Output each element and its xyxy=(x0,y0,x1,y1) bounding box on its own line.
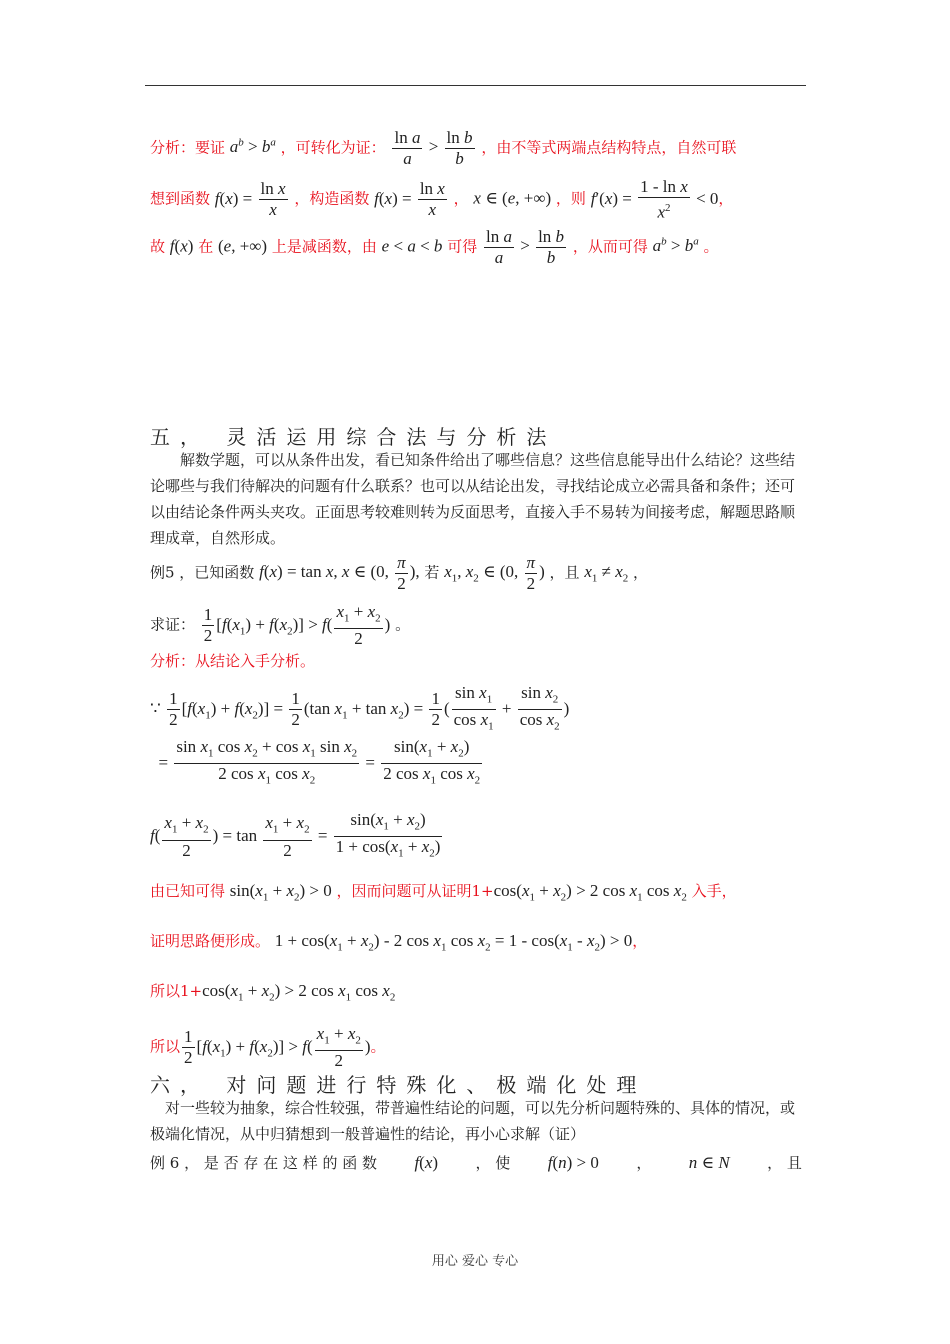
analysis-line-2: 想到函数 f(x) = $\frac{\text{ln x}}{x}$ ，构造函数 f(x) = $\frac{\text{ln x}}{x}$ ， x ∈ (e, +∞) ，则 f′(x) = $\frac{\text{1 - ln x}}{x^2}$ < 0， xyxy=(150,177,734,222)
analysis-line-1: 分析：要证 $a^b > b^a$ ，可转化为证： $\frac{\text{ln a}}{a}$ > $\frac{\text{ln b}}{b}$ ，由不等式两端点结构特点，自然可联 xyxy=(150,128,737,168)
equation-2: = $\frac{\sin x_1 \cos x_2 + \cos x_1 \sin x_2}{2 \cos x_1 \cos x_2}$ = $\frac{\sin(x_1 + x_2)}{2 \cos x_1 \cos x_2}$ xyxy=(150,737,481,787)
section-6-paragraph: 对一些较为抽象，综合性较强，带普遍性结论的问题，可以先分析问题特殊的、具体的情况，或极端化情况，从中归猜想到一般普遍性的结论，再小心求解（证） xyxy=(150,1099,796,1143)
so-line-2: 所以 $\frac{1}{2}$ $[f(x_1) + f(x_2)] > f$( $\frac{x_1 + x_2}{2}$ )。 xyxy=(150,1024,386,1071)
page-footer: 用心 爱心 专心 xyxy=(431,1254,519,1269)
equation-1: ∵ $\frac{1}{2}$ $[f(x_1) + f(x_2)]$ = $\frac{1}{2}$ (tan $x_1 + \tan x_2$) = $\frac{1}{2}$ ( $\frac{\sin x_1}{\cos x_1}$ + $\frac{\sin x_2}{\cos x_2}$ ) xyxy=(150,683,570,733)
section-6-heading: 六， 对问题进行特殊化、极端化处理 xyxy=(150,1073,647,1097)
header-rule xyxy=(145,85,806,86)
derivation-line-2: 证明思路便形成。 $1 + \cos(x_1 + x_2) - 2$ $\cos x_1$ $\cos x_2 = 1 - \cos(x_1 - x_2) > 0$， xyxy=(150,931,648,954)
analysis-line-3: 故 f(x) 在 (e, +∞) 上是减函数，由 e < a < b 可得 $\frac{\text{ln a}}{a}$ > $\frac{\text{ln b}}{b}$ ，从而可得 $a^b > b^a$ 。 xyxy=(150,227,719,267)
so-line-1: 所以$1+\cos(x_1 + x_2) > 2$ $\cos x_1$ $\cos x_2$ xyxy=(150,981,396,1004)
example-5-line: 例5 ，已知函数 f(x) = tan x, x ∈ (0, $\frac{\pi}{2}$ ), 若 $x_1$, $x_2$ ∈ (0, $\frac{\pi}{2}$ ) ，且 $x_1 \ne x_2$ ， xyxy=(150,553,649,593)
prove-line: 求证： $\frac{1}{2}$ $[f(x_1) + f(x_2)] > f$( $\frac{x_1 + x_2}{2}$ ) 。 xyxy=(150,602,411,649)
derivation-line-1: 由已知可得 $\sin(x_1 + x_2) > 0$ ，因而问题可从证明$1+\cos(x_1 + x_2) > 2$ $\cos x_1$ $\cos x_2$ 入手， xyxy=(150,881,737,904)
example-6-line: 例 6 ， 是 否 存 在 这 样 的 函 数 f(x) ， 使 f(n) > 0 ， n ∈ N ， 且 xyxy=(150,1153,802,1172)
section-5-paragraph: 解数学题，可以从条件出发，看已知条件给出了哪些信息？这些信息能导出什么结论？这些结论哪些与我们待解决的问题有什么联系？也可以从结论出发，寻找结论成立必需具备和条件；还可以由结论条件两头夹攻。正面思考较难则转为反面思考，直接入手不易转为间接考虑，解题思路顺理成章，自然形成。 xyxy=(150,451,796,547)
equation-3: f( $\frac{x_1 + x_2}{2}$ ) = tan $\frac{x_1 + x_2}{2}$ = $\frac{\sin(x_1 + x_2)}{1 + \cos(x_1 + x_2)}$ xyxy=(150,810,441,860)
analysis-2: 分析：从结论入手分析。 xyxy=(150,652,316,670)
section-5-heading: 五， 灵活运用综合法与分析法 xyxy=(150,425,557,449)
